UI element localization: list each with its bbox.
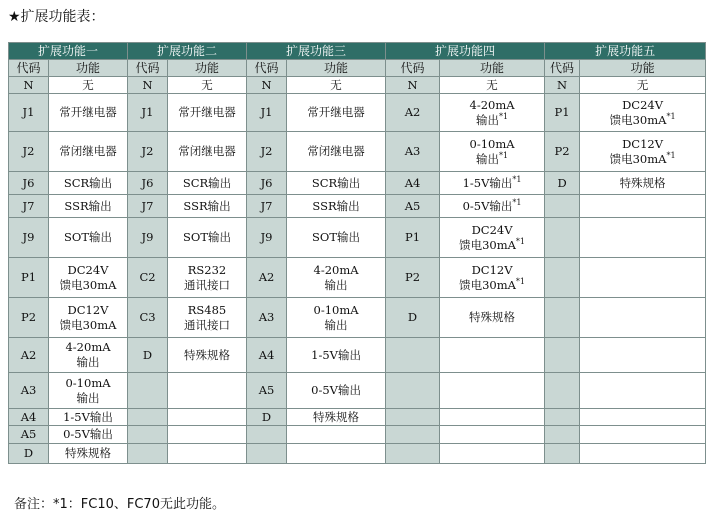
empty-function-cell <box>168 409 247 426</box>
function-text: SSR输出 <box>64 198 112 213</box>
code-column-header: 代码 <box>386 60 440 77</box>
empty-function-cell <box>440 444 545 464</box>
table-row <box>9 426 706 444</box>
code-cell: J6 <box>128 172 168 195</box>
function-cell <box>580 172 706 195</box>
function-column-header: 功能 <box>49 60 128 77</box>
function-cell <box>287 132 386 172</box>
function-text: 无 <box>636 77 649 92</box>
code-cell: J6 <box>9 172 49 195</box>
function-text: 无 <box>486 77 498 92</box>
function-text: 0-5V输出 <box>63 427 113 441</box>
code-cell: C2 <box>128 258 168 298</box>
code-cell: D <box>247 409 287 426</box>
function-text: 1-5V输出 <box>63 409 113 424</box>
function-text: 1-5V输出 <box>311 347 361 362</box>
function-cell <box>287 409 386 426</box>
table-row <box>9 218 706 258</box>
function-text: 0-5V输出 <box>311 383 361 397</box>
code-cell: J6 <box>247 172 287 195</box>
function-cell <box>287 373 386 409</box>
function-text: 特殊规格 <box>184 347 231 362</box>
function-text: SCR输出 <box>63 175 113 190</box>
code-cell: D <box>128 338 168 373</box>
empty-function-cell <box>580 195 706 218</box>
code-cell: J7 <box>128 195 168 218</box>
empty-code-cell <box>545 426 580 444</box>
function-text: 常开继电器 <box>307 105 365 119</box>
empty-code-cell <box>545 373 580 409</box>
function-column-header: 功能 <box>580 60 706 77</box>
code-cell: P1 <box>386 218 440 258</box>
code-cell: A3 <box>386 132 440 172</box>
function-cell <box>287 94 386 132</box>
empty-function-cell <box>168 444 247 464</box>
function-text: 0-10mA <box>65 375 111 390</box>
function-cell <box>287 172 386 195</box>
empty-code-cell <box>128 426 168 444</box>
code-cell: A4 <box>9 409 49 426</box>
function-cell <box>580 94 706 132</box>
code-cell: J1 <box>128 94 168 132</box>
function-text: SOT输出 <box>183 230 232 244</box>
function-text: RS232 <box>187 262 227 277</box>
code-column-header: 代码 <box>9 60 49 77</box>
code-cell: J9 <box>9 218 49 258</box>
function-text: 馈电30mA <box>59 277 117 292</box>
code-cell: D <box>386 298 440 338</box>
empty-code-cell <box>386 338 440 373</box>
code-cell: A2 <box>247 258 287 298</box>
function-column-header: 功能 <box>168 60 247 77</box>
function-text: 常闭继电器 <box>59 144 117 158</box>
function-cell <box>49 409 128 426</box>
function-column-header: 功能 <box>440 60 545 77</box>
empty-function-cell <box>580 258 706 298</box>
function-cell <box>287 338 386 373</box>
function-text: 输出 <box>76 355 100 369</box>
table-row <box>9 77 706 94</box>
function-cell <box>49 132 128 172</box>
empty-function-cell <box>287 426 386 444</box>
function-cell <box>168 258 247 298</box>
function-text: 馈电$30mA^{*1}$ <box>459 276 526 292</box>
function-text: DC24V <box>622 97 664 112</box>
function-text: 通讯接口 <box>184 317 231 332</box>
function-cell <box>287 298 386 338</box>
empty-function-cell <box>580 338 706 373</box>
function-text: 输出$^{*1}$ <box>476 111 509 127</box>
code-cell: J1 <box>247 94 287 132</box>
empty-function-cell <box>440 338 545 373</box>
function-cell <box>440 77 545 94</box>
function-cell <box>49 94 128 132</box>
extension-function-table <box>8 42 706 464</box>
group-header: 扩展功能四 <box>386 43 545 60</box>
code-cell: D <box>545 172 580 195</box>
function-text: 无 <box>82 77 94 92</box>
empty-code-cell <box>386 426 440 444</box>
function-cell <box>287 258 386 298</box>
code-cell: J2 <box>247 132 287 172</box>
empty-function-cell <box>168 426 247 444</box>
empty-code-cell <box>128 373 168 409</box>
function-cell <box>168 218 247 258</box>
code-cell: J9 <box>247 218 287 258</box>
function-text: 馈电$30mA^{*1}$ <box>459 236 526 252</box>
function-cell <box>49 373 128 409</box>
code-cell: J2 <box>9 132 49 172</box>
code-cell: N <box>128 77 168 94</box>
table-row <box>9 94 706 132</box>
table-row <box>9 132 706 172</box>
table-row <box>9 258 706 298</box>
empty-code-cell <box>545 298 580 338</box>
function-text: DC24V <box>471 222 513 237</box>
empty-function-cell <box>287 444 386 464</box>
function-text: 常开继电器 <box>59 105 117 119</box>
function-text: 输出 <box>324 317 348 332</box>
function-text: SOT输出 <box>64 230 112 244</box>
function-cell <box>580 132 706 172</box>
code-cell: A2 <box>9 338 49 373</box>
empty-code-cell <box>545 338 580 373</box>
table-row <box>9 409 706 426</box>
function-cell <box>168 172 247 195</box>
code-cell: P1 <box>545 94 580 132</box>
code-cell: J7 <box>9 195 49 218</box>
function-text: 1-5V输出$^{*1}$ <box>462 174 522 190</box>
function-text: DC12V <box>622 136 664 151</box>
code-cell: A5 <box>247 373 287 409</box>
empty-code-cell <box>545 195 580 218</box>
function-text: 4-20mA <box>65 340 111 354</box>
function-cell <box>168 338 247 373</box>
code-cell: A4 <box>386 172 440 195</box>
function-text: DC24V <box>67 262 109 277</box>
empty-function-cell <box>580 373 706 409</box>
code-cell: J1 <box>9 94 49 132</box>
function-text: 馈电$30mA^{*1}$ <box>609 111 676 127</box>
function-text: 输出 <box>76 390 100 405</box>
empty-function-cell <box>440 373 545 409</box>
empty-function-cell <box>580 444 706 464</box>
empty-function-cell <box>168 373 247 409</box>
empty-code-cell <box>545 258 580 298</box>
empty-code-cell <box>247 426 287 444</box>
function-column-header: 功能 <box>287 60 386 77</box>
function-text: DC12V <box>471 262 513 277</box>
empty-code-cell <box>545 444 580 464</box>
function-text: 特殊规格 <box>619 175 666 190</box>
function-text: 4-20mA <box>313 262 359 277</box>
function-text: SCR输出 <box>182 175 232 190</box>
function-text: 特殊规格 <box>313 409 360 424</box>
function-text: 4-20mA <box>469 97 515 112</box>
table-row <box>9 444 706 464</box>
empty-code-cell <box>386 409 440 426</box>
code-cell: P2 <box>386 258 440 298</box>
code-column-header: 代码 <box>545 60 580 77</box>
table-title: ★扩展功能表： <box>8 9 105 25</box>
empty-function-cell <box>440 409 545 426</box>
function-text: SSR输出 <box>183 198 231 213</box>
code-cell: D <box>9 444 49 464</box>
function-text: 输出$^{*1}$ <box>476 150 509 166</box>
empty-code-cell <box>386 373 440 409</box>
function-text: SOT输出 <box>312 230 361 244</box>
function-text: 通讯接口 <box>184 277 231 292</box>
function-cell <box>49 298 128 338</box>
function-text: 常开继电器 <box>178 105 236 119</box>
code-cell: J9 <box>128 218 168 258</box>
function-cell <box>49 338 128 373</box>
code-cell: C3 <box>128 298 168 338</box>
function-cell <box>49 218 128 258</box>
function-cell <box>168 195 247 218</box>
code-cell: A4 <box>247 338 287 373</box>
code-cell: A3 <box>9 373 49 409</box>
function-cell <box>168 132 247 172</box>
group-header: 扩展功能五 <box>545 43 706 60</box>
empty-function-cell <box>580 426 706 444</box>
code-cell: N <box>247 77 287 94</box>
function-cell <box>49 77 128 94</box>
function-cell <box>168 94 247 132</box>
function-text: 无 <box>330 77 342 92</box>
function-cell <box>440 132 545 172</box>
function-text: 0-10mA <box>469 136 515 151</box>
code-cell: N <box>386 77 440 94</box>
function-cell <box>440 172 545 195</box>
code-cell: N <box>9 77 49 94</box>
function-cell <box>440 258 545 298</box>
code-cell: J7 <box>247 195 287 218</box>
function-cell <box>287 77 386 94</box>
code-cell: J2 <box>128 132 168 172</box>
function-text: 常闭继电器 <box>178 144 236 158</box>
function-text: SCR输出 <box>311 175 361 190</box>
empty-code-cell <box>545 409 580 426</box>
function-text: RS485 <box>187 302 227 317</box>
function-text: 馈电$30mA^{*1}$ <box>609 150 676 166</box>
function-text: 0-5V输出$^{*1}$ <box>462 197 522 213</box>
code-column-header: 代码 <box>247 60 287 77</box>
group-header: 扩展功能三 <box>247 43 386 60</box>
function-cell <box>287 218 386 258</box>
function-cell <box>49 172 128 195</box>
table-row <box>9 298 706 338</box>
table-row <box>9 172 706 195</box>
empty-function-cell <box>580 409 706 426</box>
empty-code-cell <box>128 444 168 464</box>
function-cell <box>168 298 247 338</box>
function-text: DC12V <box>67 302 109 317</box>
function-text: 常闭继电器 <box>307 144 365 158</box>
function-text: 特殊规格 <box>469 310 516 324</box>
function-text: SSR输出 <box>312 198 360 213</box>
function-text: 馈电30mA <box>59 317 117 332</box>
footnote: 备注：*1：FC10、FC70无此功能。 <box>14 497 225 512</box>
function-cell <box>168 77 247 94</box>
function-cell <box>287 195 386 218</box>
function-text: 特殊规格 <box>65 446 111 460</box>
code-cell: A5 <box>386 195 440 218</box>
function-cell <box>49 195 128 218</box>
function-cell <box>580 77 706 94</box>
empty-code-cell <box>128 409 168 426</box>
function-cell <box>440 195 545 218</box>
code-cell: P2 <box>545 132 580 172</box>
function-cell <box>440 218 545 258</box>
function-cell <box>49 258 128 298</box>
empty-function-cell <box>440 426 545 444</box>
function-cell <box>49 426 128 444</box>
table-row <box>9 373 706 409</box>
function-cell <box>440 298 545 338</box>
group-header: 扩展功能一 <box>9 43 128 60</box>
empty-function-cell <box>580 298 706 338</box>
code-cell: A2 <box>386 94 440 132</box>
function-cell <box>440 94 545 132</box>
code-cell: P1 <box>9 258 49 298</box>
empty-code-cell <box>386 444 440 464</box>
code-cell: N <box>545 77 580 94</box>
function-text: 0-10mA <box>313 302 359 317</box>
empty-code-cell <box>545 218 580 258</box>
code-cell: A3 <box>247 298 287 338</box>
code-cell: A5 <box>9 426 49 444</box>
code-cell: P2 <box>9 298 49 338</box>
empty-function-cell <box>580 218 706 258</box>
function-text: 无 <box>201 77 213 92</box>
table-row <box>9 195 706 218</box>
empty-code-cell <box>247 444 287 464</box>
function-text: 输出 <box>324 277 348 292</box>
group-header: 扩展功能二 <box>128 43 247 60</box>
function-cell <box>49 444 128 464</box>
code-column-header: 代码 <box>128 60 168 77</box>
table-row <box>9 338 706 373</box>
